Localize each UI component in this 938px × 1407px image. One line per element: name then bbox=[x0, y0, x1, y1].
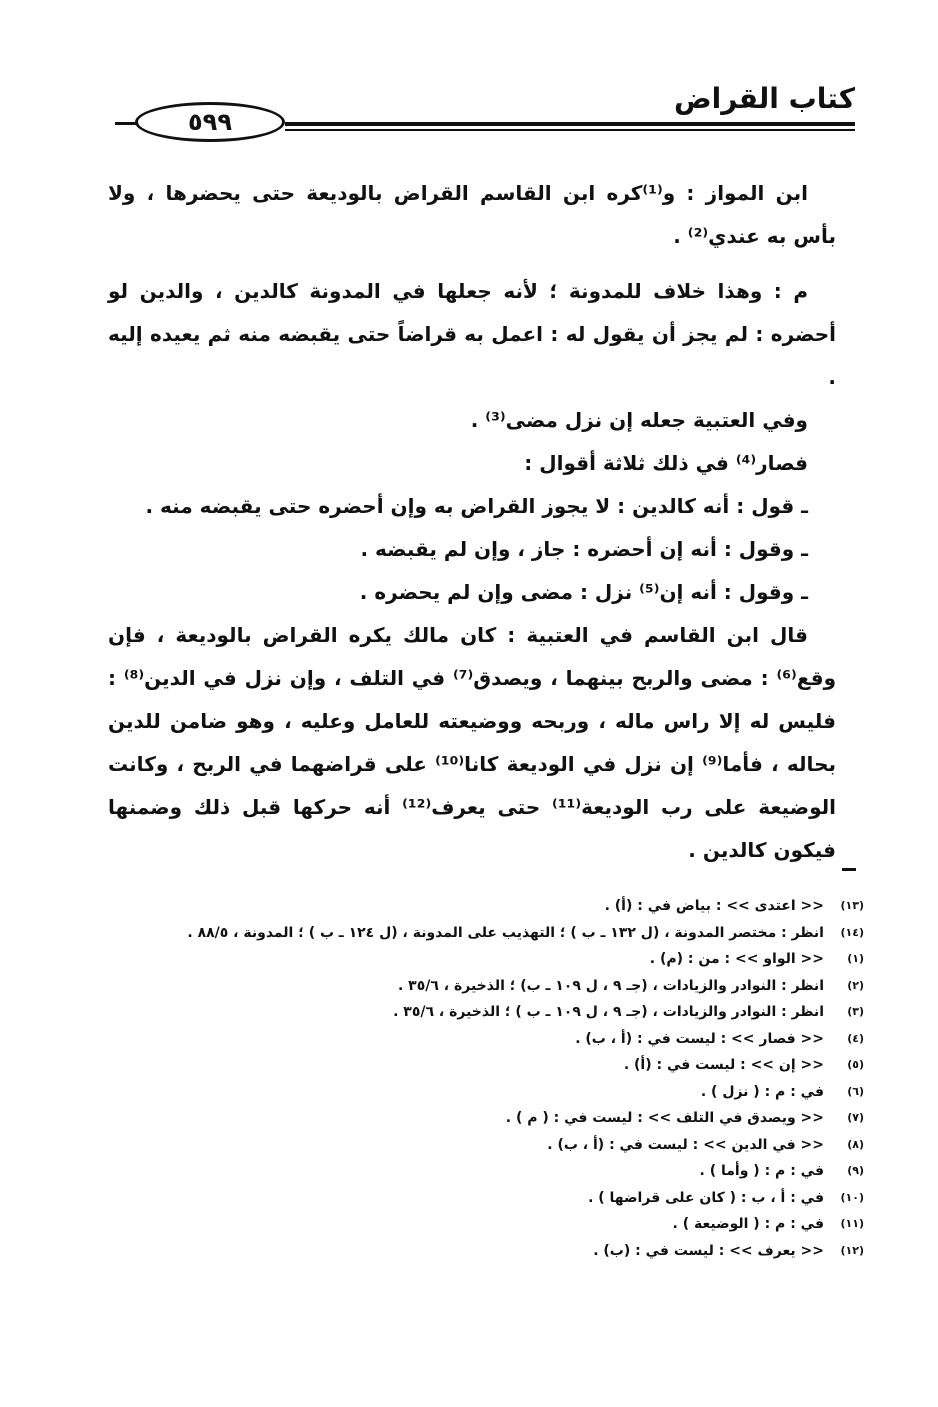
footnote-text: << في الدين >> : ليست في : (أ ، ب) . bbox=[547, 1136, 824, 1153]
footnote-number: (٧) bbox=[847, 1111, 864, 1124]
paragraph: قال ابن القاسم في العتبية : كان مالك يكره القراض بالوديعة ، فإن وقع⁽⁶⁾ : مضى والربح بينهما ، ويصدق⁽⁷⁾ في التلف ، وإن نزل في الدين⁽⁸⁾ : فليس له إلا راس ماله ، وربحه ووضيعته للعامل وعليه ، وهو ضامن للدين بحاله ، فأما⁽⁹⁾ إن نزل في الوديعة كانا⁽¹⁰⁾ على قراضهما في الربح ، وكانت الوضيعة على رب الوديعة⁽¹¹⁾ حتى يعرف⁽¹²⁾ أنه حركها قبل ذلك وضمنها فيكون كالدين . bbox=[108, 623, 837, 862]
footnote-text: في : م : ( نزل ) . bbox=[700, 1083, 824, 1100]
footnote-text: في : أ ، ب : ( كان على قراضها ) . bbox=[588, 1189, 824, 1206]
footnote-number: (٩) bbox=[847, 1164, 864, 1177]
footnote bbox=[120, 920, 864, 947]
paragraph: فصار⁽⁴⁾ في ذلك ثلاثة أقوال : bbox=[524, 451, 808, 475]
list-item: ـ قول : أنه كالدين : لا يجوز القراض به وإن أحضره حتى يقبضه منه . bbox=[145, 494, 808, 518]
paragraph: وفي العتبية جعله إن نزل مضى⁽³⁾ . bbox=[470, 408, 808, 432]
header-rule-stub bbox=[115, 122, 137, 125]
footnote bbox=[120, 893, 864, 920]
footnote-number: (٨) bbox=[847, 1137, 864, 1151]
header-rule-thin bbox=[285, 129, 855, 131]
main-text bbox=[108, 172, 836, 872]
footnote-number: (٢) bbox=[847, 978, 864, 992]
footnote bbox=[120, 1079, 864, 1106]
list-item: ـ وقول : أنه إن⁽⁵⁾ نزل : مضى وإن لم يحضره . bbox=[359, 580, 808, 604]
footnote-number: (٤) bbox=[847, 1031, 864, 1045]
footnote bbox=[120, 1052, 864, 1079]
footnote-number: (١٣) bbox=[840, 899, 864, 912]
footnote-text: << اعتدى >> : بياض في : (أ) . bbox=[604, 898, 824, 914]
footnote-number: (٥) bbox=[847, 1058, 864, 1071]
footnote-text: << الواو >> : من : (م) . bbox=[649, 951, 824, 967]
footnote bbox=[120, 973, 864, 1000]
footnote-text: انظر : النوادر والزيادات ، (جـ ٩ ، ل ١٠٩ ـ ب ) ؛ الذخيرة ، ٣٥/٦ . bbox=[393, 1004, 824, 1020]
footnote bbox=[120, 1132, 864, 1159]
footnote-text: << إن >> : ليست في : (أ) . bbox=[623, 1057, 824, 1073]
footnote-text: << يعرف >> : ليست في : (ب) . bbox=[593, 1242, 824, 1259]
footnote bbox=[120, 1026, 864, 1053]
footnote-separator bbox=[842, 868, 856, 871]
paragraph: م : وهذا خلاف للمدونة ؛ لأنه جعلها في المدونة كالدين ، والدين لو أحضره : لم يجز أن يقول له : اعمل به قراضاً حتى يقبضه منه ثم يعيده إليه . bbox=[108, 279, 836, 389]
footnote-number: (٦) bbox=[847, 1084, 864, 1098]
footnote-number: (١) bbox=[847, 952, 864, 965]
footnote-text: انظر : مختصر المدونة ، (ل ١٣٢ ـ ب ) ؛ التهذيب على المدونة ، (ل ١٢٤ ـ ب ) ؛ المدونة ، ٨٨/٥ . bbox=[187, 924, 824, 941]
footnote bbox=[120, 1238, 864, 1265]
list-item: ـ وقول : أنه إن أحضره : جاز ، وإن لم يقبضه . bbox=[360, 537, 808, 561]
page-number: ٥٩٩ bbox=[135, 102, 285, 142]
footnotes bbox=[120, 893, 864, 1264]
page-header bbox=[115, 78, 855, 148]
footnote bbox=[120, 999, 864, 1026]
footnote-number: (١٢) bbox=[840, 1243, 864, 1257]
footnote-number: (١٠) bbox=[840, 1190, 864, 1204]
footnote bbox=[120, 946, 864, 973]
footnote-text: في : م : ( الوضيعة ) . bbox=[672, 1216, 824, 1232]
footnote bbox=[120, 1211, 864, 1238]
footnote-text: << فصار >> : ليست في : (أ ، ب) . bbox=[575, 1030, 824, 1047]
book-title: كتاب القراض bbox=[673, 82, 855, 115]
footnote bbox=[120, 1105, 864, 1132]
footnote bbox=[120, 1185, 864, 1212]
header-rule bbox=[285, 122, 855, 126]
footnote-number: (١١) bbox=[840, 1217, 864, 1230]
footnote-number: (٣) bbox=[847, 1005, 864, 1018]
footnote-text: انظر : النوادر والزيادات ، (جـ ٩ ، ل ١٠٩ ـ ب) ؛ الذخيرة ، ٣٥/٦ . bbox=[397, 977, 824, 994]
footnote-text: << ويصدق في التلف >> : ليست في : ( م ) . bbox=[505, 1110, 824, 1126]
footnote bbox=[120, 1158, 864, 1185]
paragraph: ابن المواز : و⁽¹⁾كره ابن القاسم القراض بالوديعة حتى يحضرها ، ولا بأس به عندي⁽²⁾ . bbox=[108, 181, 836, 248]
footnote-text: في : م : ( وأما ) . bbox=[699, 1163, 824, 1179]
footnote-number: (١٤) bbox=[840, 925, 864, 939]
